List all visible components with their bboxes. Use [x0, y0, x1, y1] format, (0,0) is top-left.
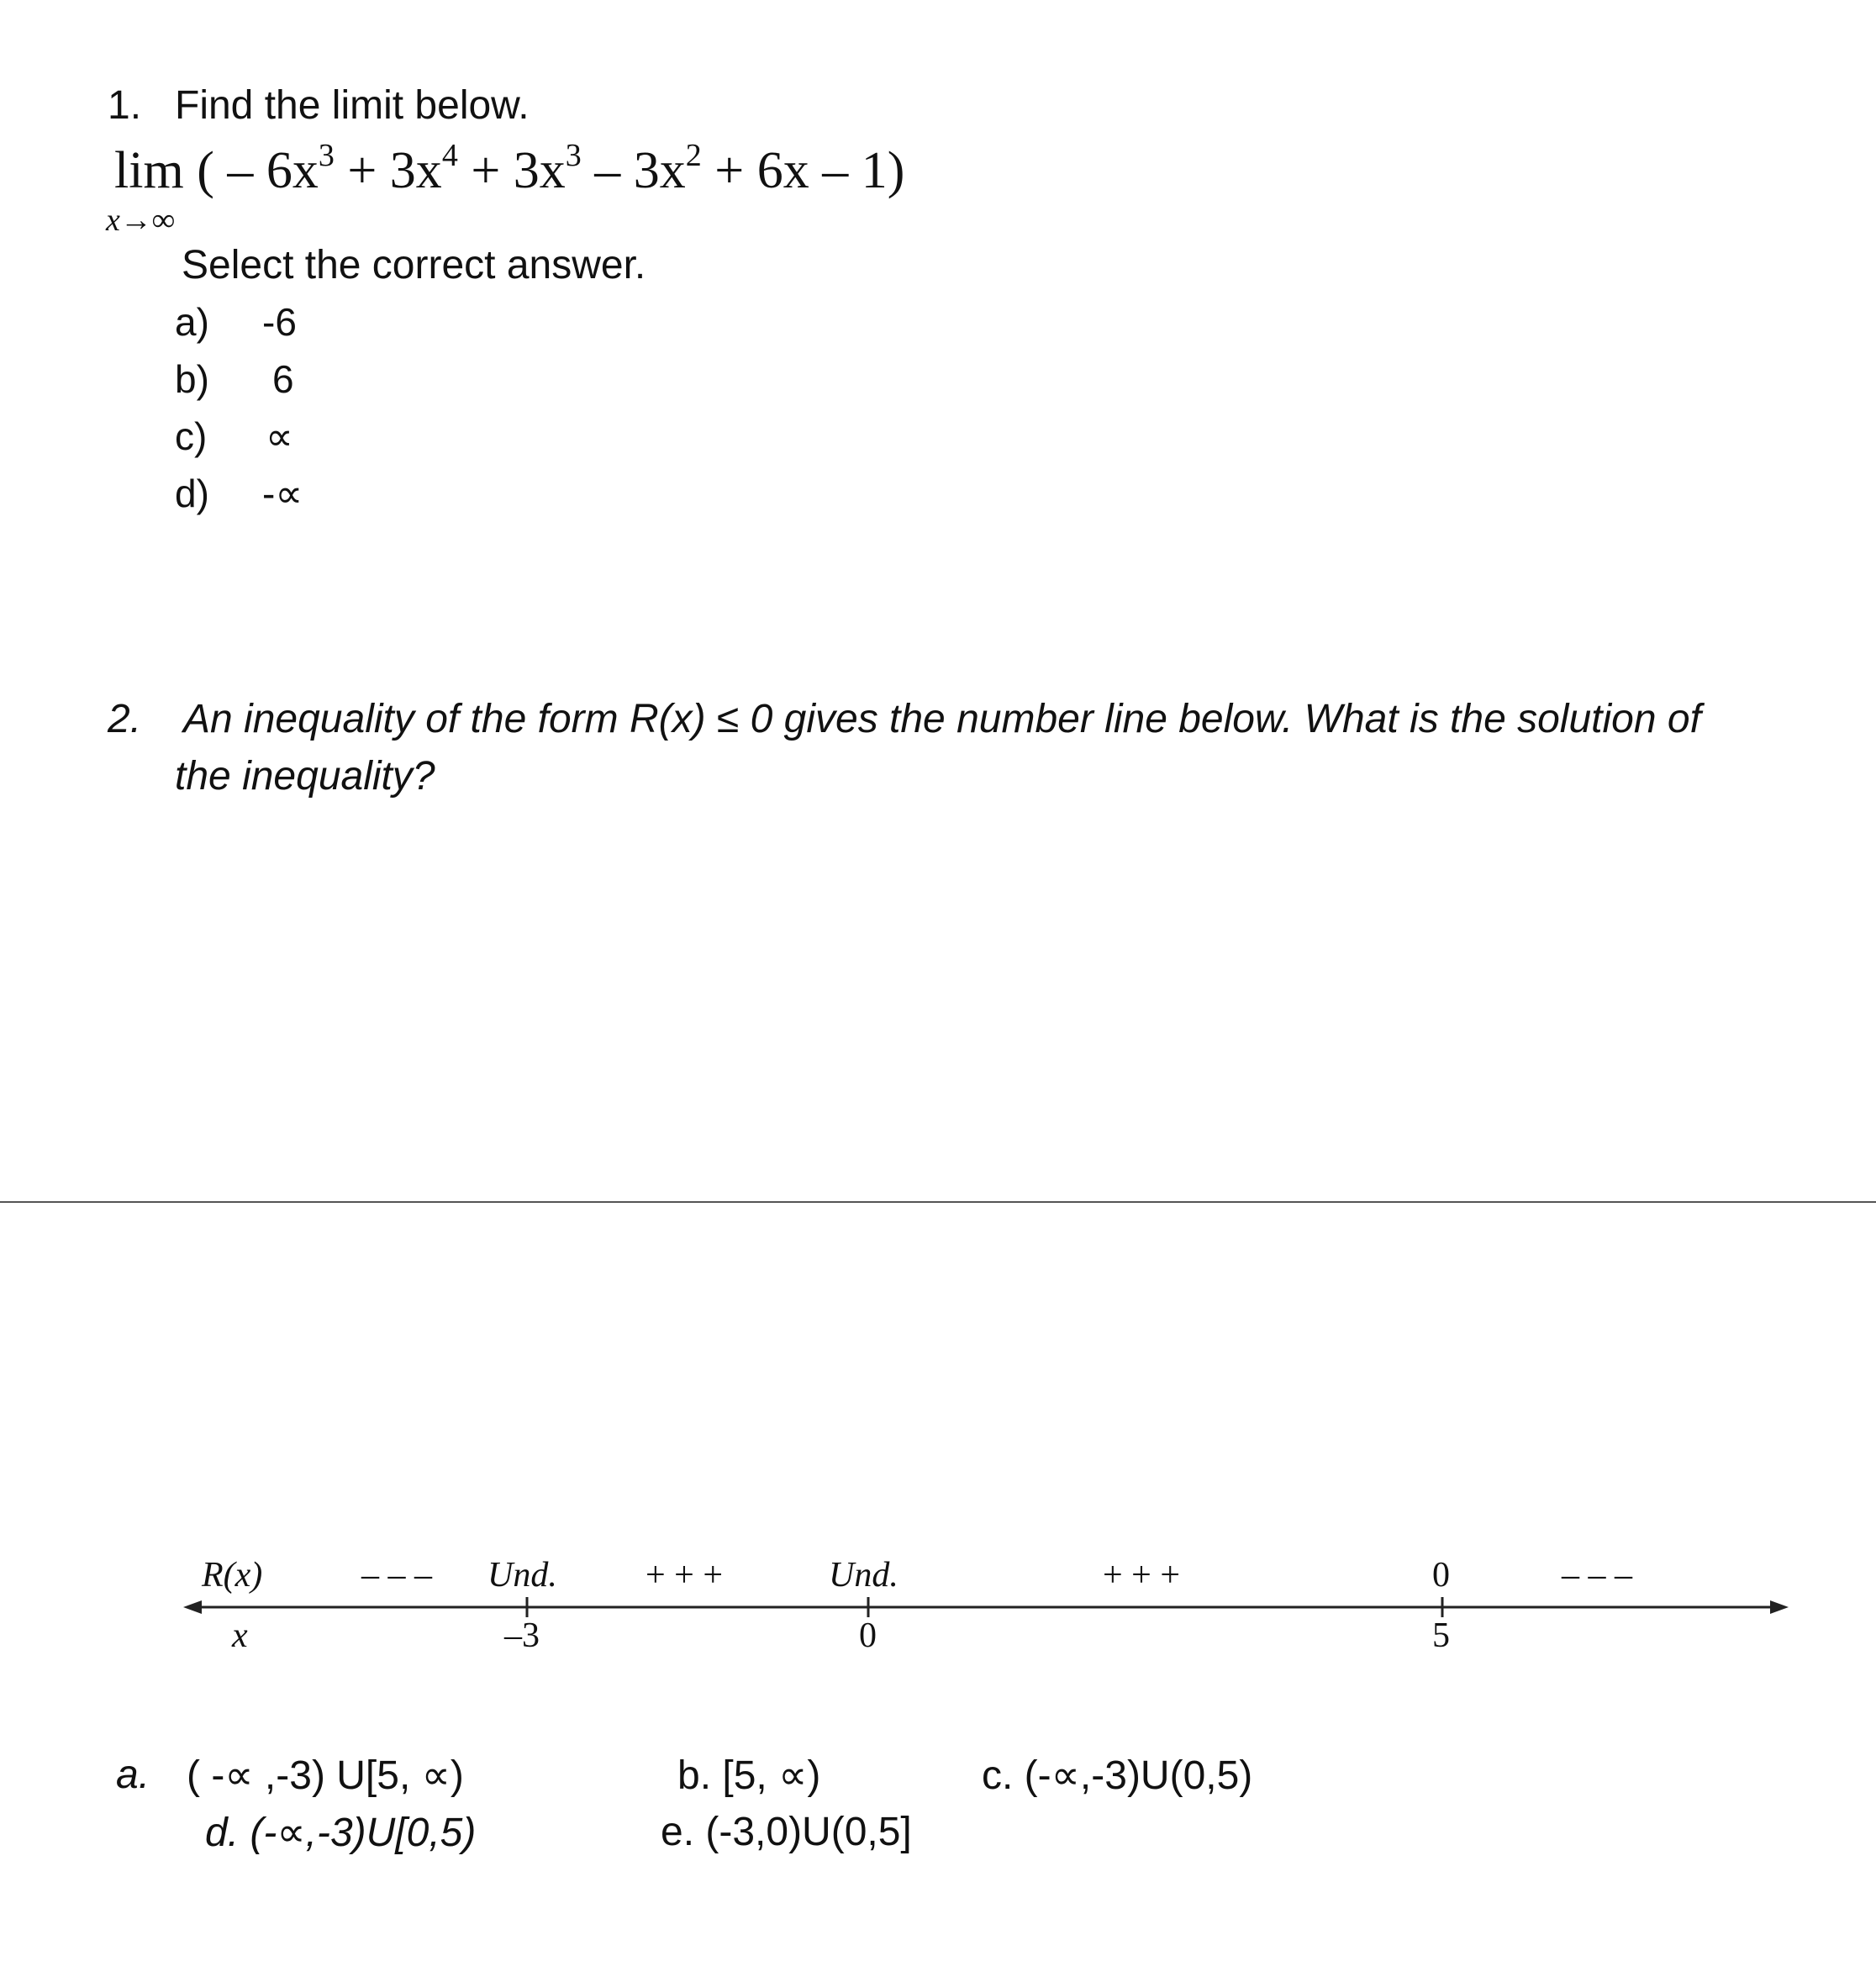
point-2-bottom: 0 — [859, 1616, 877, 1655]
question-2-line-2: the inequality? — [175, 754, 435, 799]
point-3-bottom: 5 — [1432, 1616, 1450, 1655]
choice-a-value: -6 — [262, 300, 297, 344]
question-2-line-1: An inequality of the form R(x) ≤ 0 gives the number line below. What is the solution of — [183, 697, 1701, 741]
choice-d-letter: d) — [175, 472, 209, 515]
answer-a: ( -∝ ,-3) U[5, ∝) — [187, 1753, 464, 1798]
limit-body: ( – $6x^3 + 3x^4 + 3x^3 - 3x^2 + 6x - 1$) — [197, 138, 905, 199]
row-label-r: R(x) — [202, 1556, 263, 1595]
sign-interval-1: – – – — [361, 1556, 432, 1595]
limit-subscript: x→∞ — [106, 203, 175, 238]
choice-b-value: 6 — [272, 357, 294, 401]
choice-b-letter: b) — [175, 357, 209, 401]
choice-d-value: -∝ — [262, 472, 303, 515]
right-arrow-icon — [1770, 1600, 1789, 1614]
number-line — [0, 1530, 1876, 1664]
point-3-top: 0 — [1432, 1556, 1450, 1595]
question-1-prompt: Find the limit below. — [175, 83, 530, 128]
question-2-number: 2. — [108, 697, 142, 741]
sign-interval-2: + + + — [646, 1556, 724, 1595]
limit-word: lim — [114, 142, 184, 199]
sign-interval-4: – – – — [1562, 1556, 1632, 1595]
page-divider — [0, 1201, 1876, 1203]
choice-c-value: ∝ — [266, 414, 293, 458]
sign-interval-3: + + + — [1103, 1556, 1181, 1595]
answer-b: b. [5, ∝) — [677, 1753, 821, 1798]
limit-expression — [114, 138, 905, 201]
instruction-text: Select the correct answer. — [182, 243, 646, 287]
question-1-number: 1. — [108, 83, 142, 128]
answer-d: d. (-∝,-3)U[0,5) — [205, 1811, 477, 1855]
answer-c: c. (-∝,-3)U(0,5) — [982, 1753, 1253, 1798]
point-1-top: Und. — [487, 1556, 557, 1595]
choice-c-letter: c) — [175, 414, 208, 458]
row-label-x: x — [232, 1616, 248, 1655]
point-1-bottom: –3 — [504, 1616, 540, 1655]
choice-a-letter: a) — [175, 300, 209, 344]
answer-a-letter: a. — [116, 1753, 150, 1797]
answer-e: e. (-3,0)U(0,5] — [661, 1810, 912, 1854]
point-2-top: Und. — [829, 1556, 898, 1595]
left-arrow-icon — [183, 1600, 202, 1614]
